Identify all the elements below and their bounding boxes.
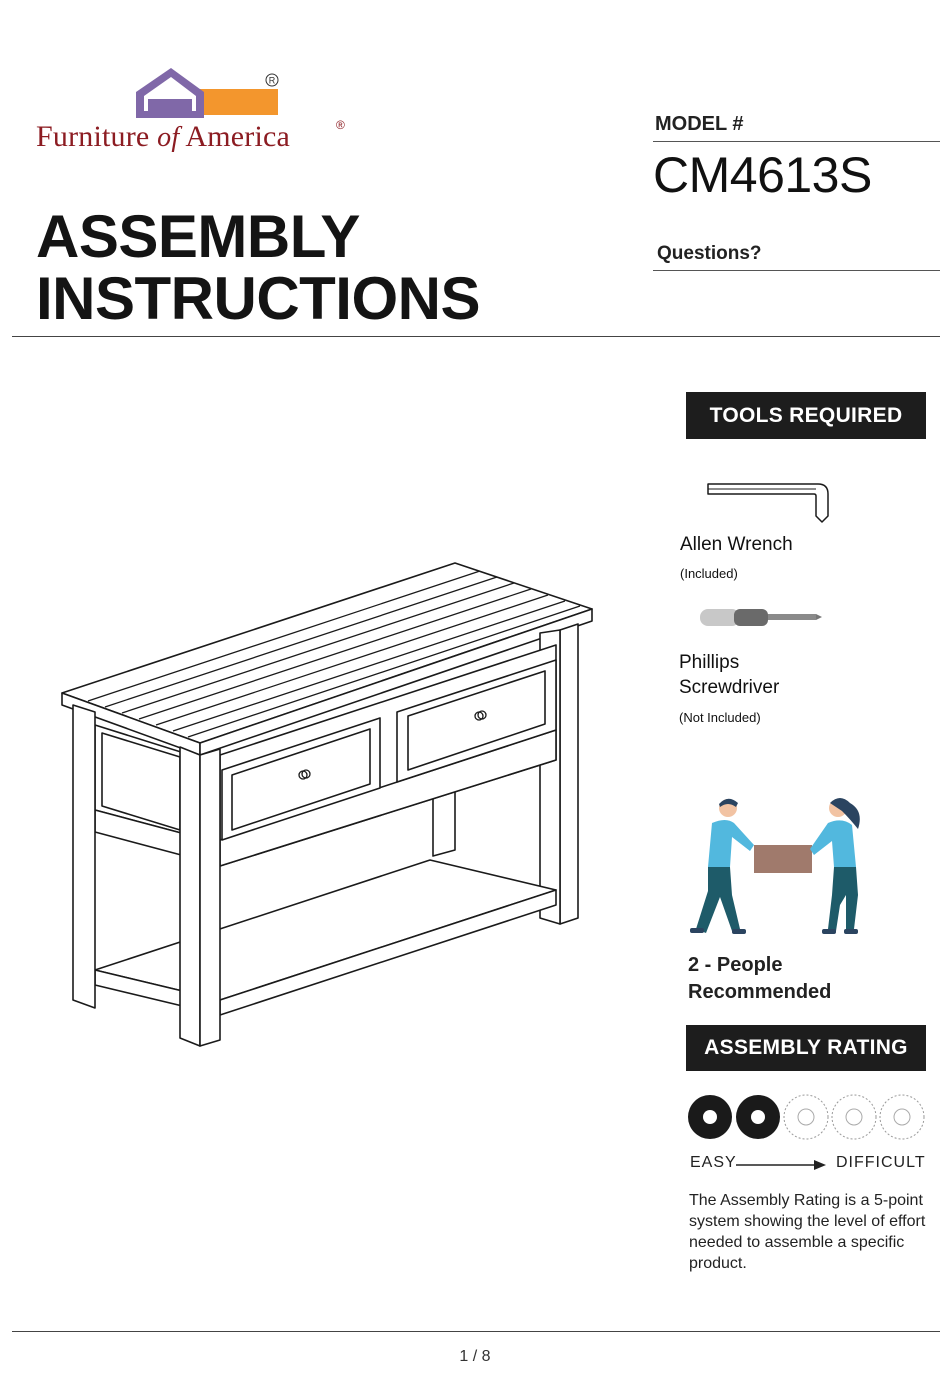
table-leg	[200, 749, 220, 1046]
console-table-illustration	[55, 560, 600, 1050]
phillips-screwdriver-note: (Not Included)	[679, 710, 761, 725]
allen-wrench-label: Allen Wrench	[680, 534, 793, 555]
title-line-2: INSTRUCTIONS	[36, 265, 480, 332]
model-divider	[653, 141, 940, 142]
house-logo-icon	[36, 66, 356, 126]
arrow-right-icon	[736, 1159, 828, 1171]
rating-dot-empty	[832, 1095, 876, 1139]
header-divider	[12, 336, 940, 337]
page-title	[36, 203, 480, 332]
phillips-screwdriver-label: Phillips Screwdriver	[679, 652, 780, 698]
title-line-1: ASSEMBLY	[36, 203, 360, 270]
rating-dot-empty	[784, 1095, 828, 1139]
brand-name: Furniture of America	[36, 120, 291, 153]
table-leg	[560, 624, 578, 924]
allen-wrench-note: (Included)	[680, 566, 738, 581]
model-label: MODEL #	[655, 113, 744, 135]
tools-required-header: TOOLS REQUIRED	[686, 392, 926, 439]
rating-dot-center	[751, 1110, 765, 1124]
model-number: CM4613S	[653, 147, 872, 203]
page-number: 1 / 8	[459, 1348, 491, 1365]
two-people-carrying-icon	[682, 795, 877, 940]
people-recommended: 2 - People Recommended	[688, 954, 832, 1003]
allen-wrench-icon	[700, 478, 840, 528]
table-leg	[180, 747, 200, 1046]
rating-dot-center	[703, 1110, 717, 1124]
table-leg	[73, 705, 95, 1008]
registered-mark: ®	[336, 118, 345, 132]
footer-divider	[12, 1331, 940, 1332]
brand-logo	[36, 66, 356, 161]
assembly-rating-scale	[686, 1092, 926, 1142]
phillips-screwdriver-icon	[698, 604, 828, 632]
questions-label: Questions?	[657, 243, 762, 264]
difficult-label: DIFFICULT	[836, 1154, 926, 1171]
svg-text:R: R	[268, 75, 276, 86]
assembly-rating-description: The Assembly Rating is a 5-point system showing the level of effort needed to assemble a specific product.	[689, 1192, 926, 1272]
difficulty-scale-labels	[690, 1154, 926, 1176]
assembly-rating-header: ASSEMBLY RATING	[686, 1025, 926, 1071]
questions-divider	[653, 270, 940, 271]
rating-dot-empty	[880, 1095, 924, 1139]
easy-label: EASY	[690, 1154, 737, 1171]
